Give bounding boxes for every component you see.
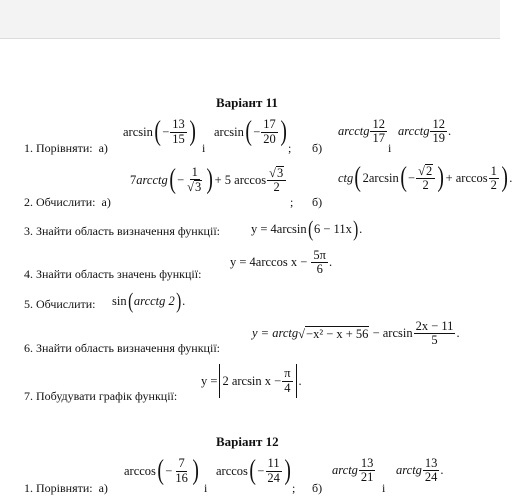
task1-and-2: і xyxy=(388,141,392,155)
v12-task1-expr-a2: arccos ( − $\frac{11}{24}$ ) xyxy=(216,455,291,486)
task1-semicolon: ; xyxy=(288,141,292,155)
task5-expr: sin ( arcctg 2 ) . xyxy=(112,288,186,313)
task2-semicolon: ; xyxy=(290,195,294,209)
task3-expr: y = 4arcsin ( 6 − 11x ) . xyxy=(251,216,363,241)
task6-label: 6. Знайти область визначення функції: xyxy=(24,341,220,355)
task6-expr: y = arctg √ −x² − x + 56 − arcsin $\frac{2x - 11}{5}$ . xyxy=(252,319,460,348)
task1-expr-a1: arcsin ( − $\frac{13}{15}$ ) xyxy=(123,116,196,147)
variant-11-title: Варіант 11 xyxy=(216,95,278,110)
v12-task1-and-2: і xyxy=(382,481,386,495)
task7-label: 7. Побудувати графік функції: xyxy=(24,389,178,403)
v12-task1-and-1: і xyxy=(204,481,208,495)
task5-label: 5. Обчислити: xyxy=(24,297,96,311)
task1-b: б) xyxy=(312,141,323,155)
task1-label: 1. Порівняти: а) xyxy=(24,141,108,155)
task3-label: 3. Знайти область визначення функції: xyxy=(24,224,220,238)
variant-12-title: Варіант 12 xyxy=(216,434,279,449)
task2-expr-b: ctg ( 2 arcsin ( − √ 2 2 ) + arccos $\frac{1}{2}$ ) xyxy=(338,162,508,194)
task2-expr-a: 7 arcctg ( − 1 √ 3 ) + 5 arccos √ 3 2 xyxy=(130,166,287,194)
v12-task1-label: 1. Порівняти: а) xyxy=(24,481,108,495)
task1-expr-b2: arcctg $\frac{12}{19}$ . xyxy=(398,117,452,146)
task7-expr: y = 2 arcsin x − $\frac{\pi}{4}$ . xyxy=(201,364,302,398)
task1-and-1: і xyxy=(202,141,206,155)
task2-label: 2. Обчислити: а) xyxy=(24,195,111,209)
task2-b: б) xyxy=(312,195,323,209)
v12-task1-expr-a1: arccos ( − $\frac{7}{16}$ ) xyxy=(124,455,199,486)
task4-expr: y = 4arccos x − $\frac{5\pi}{6}$ . xyxy=(230,248,333,277)
v12-task1-b: б) xyxy=(312,481,323,495)
task4-label: 4. Знайти область значень функції: xyxy=(24,267,202,281)
task1-expr-b1: arcctg $\frac{12}{17}$ xyxy=(338,117,385,146)
v12-task1-expr-b2: arctg $\frac{13}{24}$ . xyxy=(396,456,444,485)
v12-task1-semicolon: ; xyxy=(292,481,296,495)
task1-expr-a2: arcsin ( − $\frac{17}{20}$ ) xyxy=(214,116,287,147)
top-bar xyxy=(0,0,500,39)
v12-task1-expr-b1: arctg $\frac{13}{21}$ xyxy=(332,456,374,485)
